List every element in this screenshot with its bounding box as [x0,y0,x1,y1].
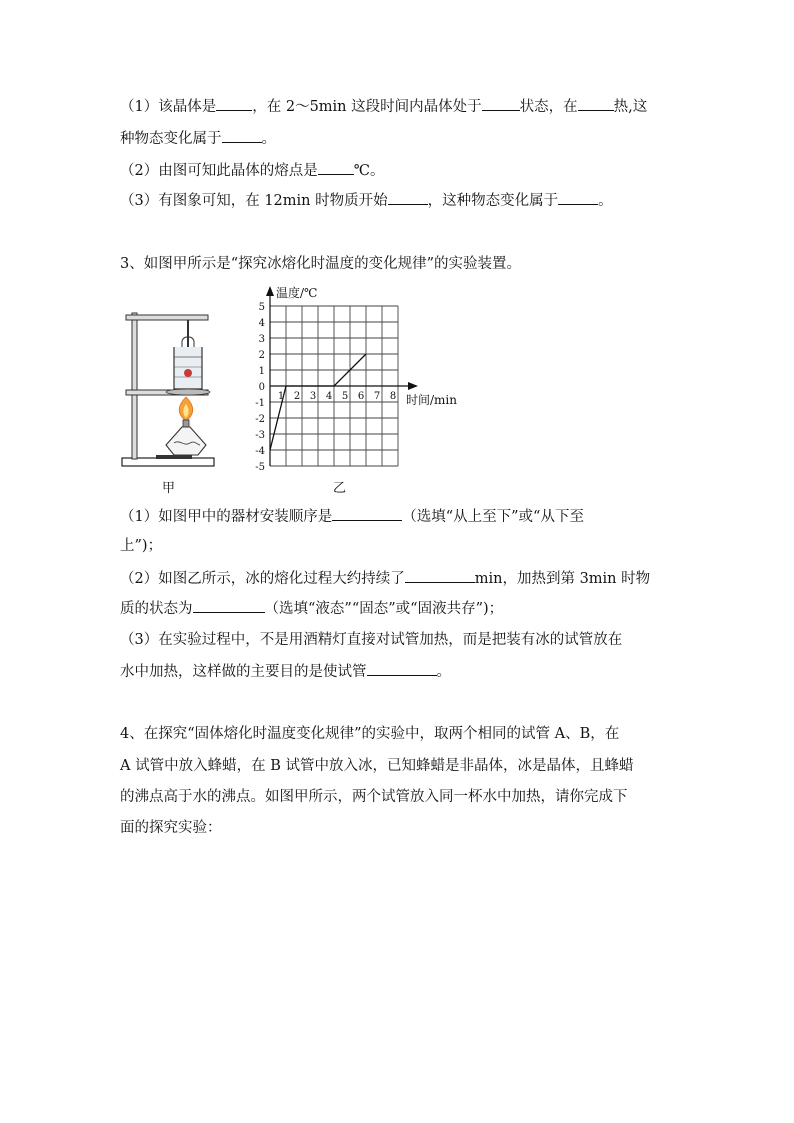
q4-line-2: A 试管中放入蜂蜡，在 B 试管中放入冰，已知蜂蜡是非晶体，冰是晶体，且蜂蜡 [120,758,634,774]
q2-line-3 [120,160,384,181]
q3-text: （1）如图甲中的器材安装顺序是 [120,509,333,525]
answer-blank[interactable] [405,568,475,583]
q4-line-3: 的沸点高于水的沸点。如图甲所示，两个试管放入同一杯水中加热，请你完成下 [120,789,628,805]
q3-title: 3、如图甲所示是“探究冰熔化时温度的变化规律”的实验装置。 [120,256,522,272]
figure-caption-yi: 乙 [333,481,347,496]
q3-text: （选填“液态”“固态”或“固液共存”)； [264,601,504,617]
q2-text: ，在 2～5min 这段时间内晶体处于 [252,99,482,115]
q2-line-1 [120,96,647,117]
q2-line-2 [120,128,276,149]
x-tick-label: 5 [341,391,349,402]
y-tick-label: -4 [255,446,265,457]
q2-line-4 [120,190,613,211]
answer-blank[interactable] [332,506,402,521]
q3-part2-cont [120,598,503,619]
q3-part1 [120,506,584,527]
y-tick-label: 0 [258,382,265,393]
y-tick-label: 3 [258,334,265,345]
x-axis-arrow [408,382,418,390]
q3-part1-cont: 上”)； [120,538,163,554]
q3-part3-cont [120,661,451,682]
x-axis-label: 时间/min [406,393,457,407]
x-tick-label: 4 [325,391,333,402]
q4-line-4: 面的探究实验： [120,820,222,836]
q3-text: 。 [436,664,451,680]
q2-text: ℃。 [353,163,385,179]
x-tick-label: 6 [357,391,365,402]
y-tick-label: 5 [258,302,265,313]
q3-text: （选填“从上至下”或“从下至 [402,509,584,525]
q3-text: 水中加热，这样做的主要目的是使试管 [120,664,367,680]
q2-text: 。 [598,193,613,209]
answer-blank[interactable] [578,96,614,111]
answer-blank[interactable] [388,190,428,205]
q2-text: （2）由图可知此晶体的熔点是 [120,163,318,179]
y-tick-label: -1 [255,398,265,409]
q2-text: （3）有图象可知，在 12min 时物质开始 [120,193,388,209]
answer-blank[interactable] [193,598,265,613]
x-tick-label: 8 [389,391,397,402]
x-tick-label: 1 [277,391,285,402]
apparatus-figure [118,305,218,471]
x-tick-label: 3 [309,391,317,402]
q2-text: 热,这 [613,99,648,115]
q3-text: min，加热到第 3min 时物 [474,571,651,587]
answer-blank[interactable] [318,160,354,175]
q2-text: （1）该晶体是 [120,99,217,115]
q2-text: 种物态变化属于 [120,131,222,147]
q2-text: 。 [261,131,276,147]
temperature-time-chart [248,284,480,476]
q2-text: 状态，在 [519,99,578,115]
answer-blank[interactable] [558,190,598,205]
answer-blank[interactable] [367,661,437,676]
y-tick-label: -5 [255,462,265,473]
answer-blank[interactable] [216,96,252,111]
y-tick-label: -3 [255,430,265,441]
figure-caption-jia: 甲 [162,481,176,496]
answer-blank[interactable] [482,96,520,111]
answer-blank[interactable] [222,128,262,143]
q2-text: ，这种物态变化属于 [427,193,559,209]
q3-text: （2）如图乙所示，冰的熔化过程大约持续了 [120,571,405,587]
y-tick-label: -2 [255,414,265,425]
y-tick-label: 1 [258,366,265,377]
q3-text: 质的状态为 [120,601,193,617]
y-axis-arrow [266,286,274,296]
x-tick-label: 7 [373,391,381,402]
q4-line-1: 4、在探究“固体熔化时温度变化规律”的实验中，取两个相同的试管 A、B，在 [120,726,620,742]
q3-part3: （3）在实验过程中，不是用酒精灯直接对试管加热，而是把装有冰的试管放在 [120,632,623,648]
y-tick-label: 4 [258,318,265,329]
y-tick-label: 2 [258,350,265,361]
x-tick-label: 2 [293,391,301,402]
y-axis-label: 温度/℃ [276,286,318,300]
q3-part2 [120,568,650,589]
